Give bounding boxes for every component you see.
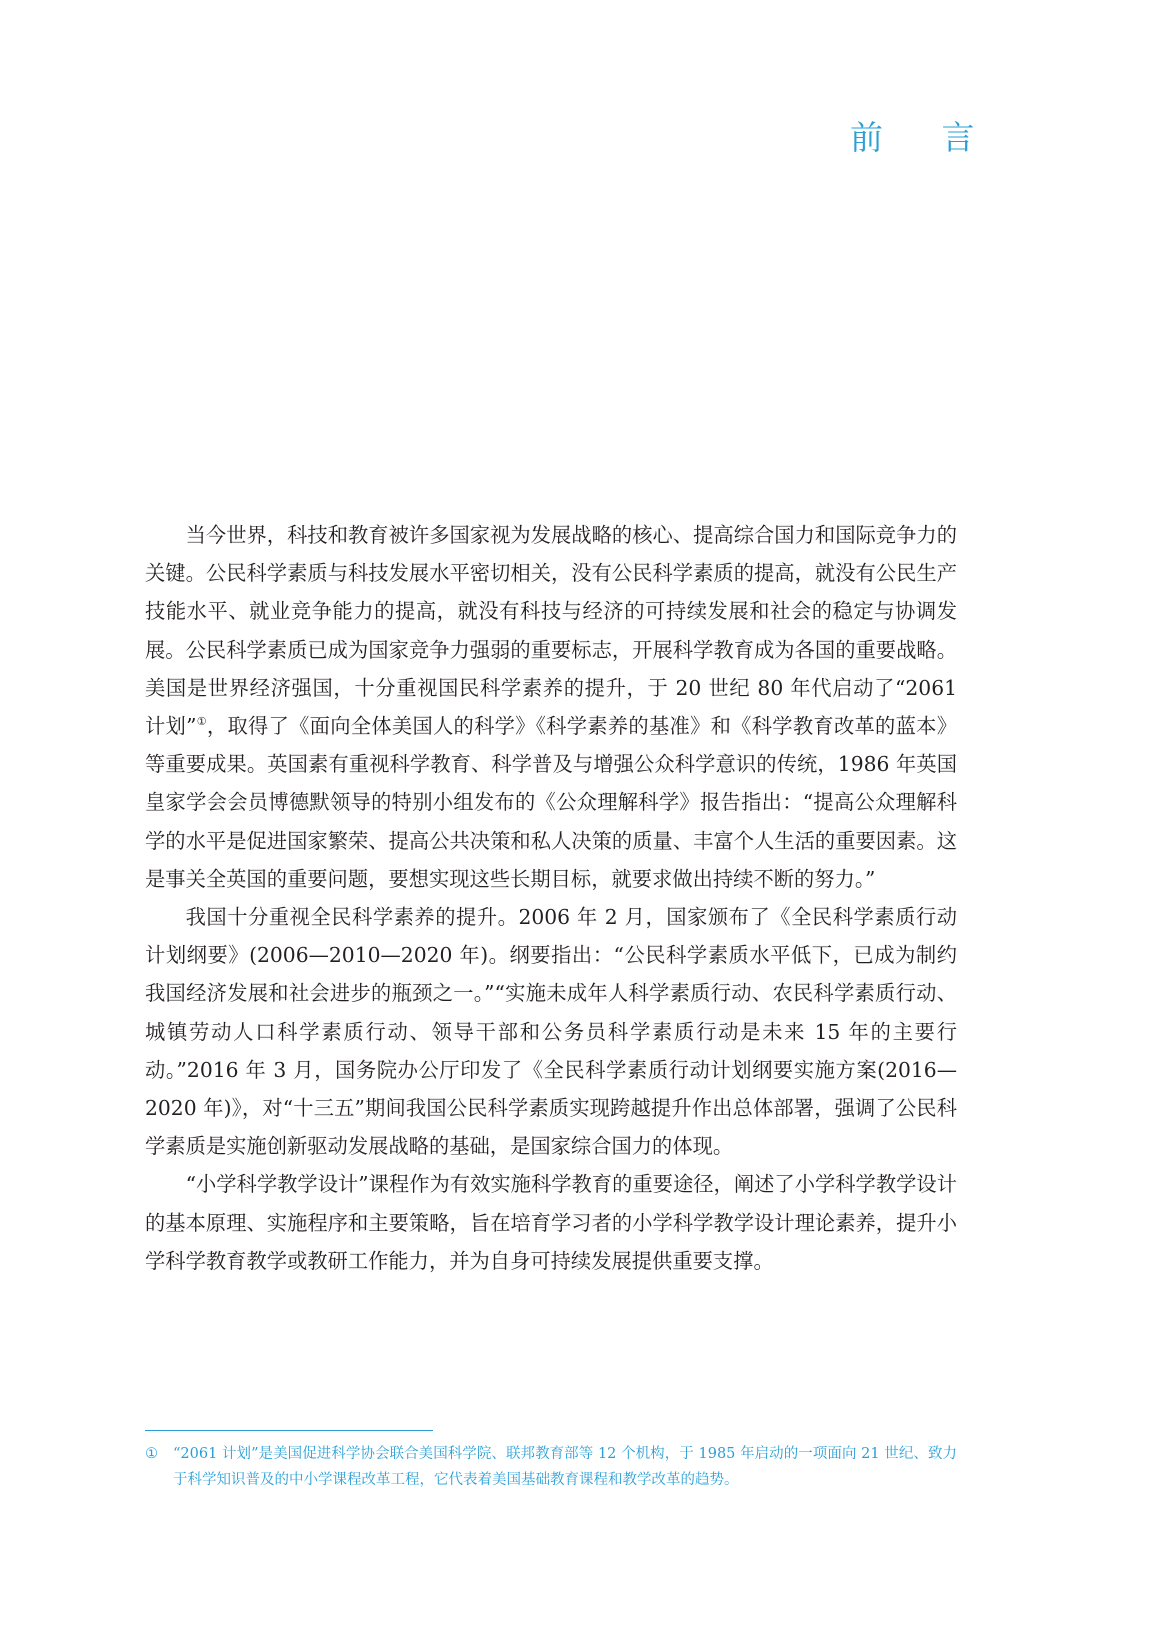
paragraph-1 [145, 516, 957, 898]
footnote [145, 1442, 957, 1493]
main-text [145, 516, 957, 1280]
footnote-divider [145, 1430, 433, 1431]
footnote-reference[interactable]: ① [196, 715, 207, 729]
page-title: 前 言 [850, 118, 999, 157]
paragraph-1-part-b: ，取得了《面向全体美国人的科学》《科学素养的基准》和《科学教育改革的蓝本》等重要成果。英国素有重视科学教育、科学普及与增强公众科学意识的传统，1986 年英国皇家学会会员博德默领导的特别小组发布的《公众理解科学》报告指出：“提高公众理解科学的水平是促进国家繁荣、提高公共决策和私人决策的质量、丰富个人生活的重要因素。这是事关全英国的重要问题，要想实现这些长期目标，就要求做出持续不断的努力。” [145, 714, 957, 891]
footnote-text: “2061 计划”是美国促进科学协会联合美国科学院、联邦教育部等 12 个机构，于 1985 年启动的一项面向 21 世纪、致力于科学知识普及的中小学课程改革工程，它代表着美国基础教育课程和教学改革的趋势。 [173, 1446, 957, 1488]
paragraph-3: “小学科学教学设计”课程作为有效实施科学教育的重要途径，阐述了小学科学教学设计的基本原理、实施程序和主要策略，旨在培育学习者的小学科学教学设计理论素养，提升小学科学教育教学或教研工作能力，并为自身可持续发展提供重要支撑。 [145, 1172, 957, 1273]
paragraph-2: 我国十分重视全民科学素养的提升。2006 年 2 月，国家颁布了《全民科学素质行动计划纲要》(2006—2010—2020 年)。纲要指出：“公民科学素质水平低下，已成为制约我国经济发展和社会进步的瓶颈之一。”“实施未成年人科学素质行动、农民科学素质行动、城镇劳动人口科学素质行动、领导干部和公务员科学素质行动是未来 15 年的主要行动。”2016 年 3 月，国务院办公厅印发了《全民科学素质行动计划纲要实施方案(2016—2020 年)》，对“十三五”期间我国公民科学素质实现跨越提升作出总体部署，强调了公民科学素质是实施创新驱动发展战略的基础，是国家综合国力的体现。 [145, 905, 957, 1159]
footnote-mark: ① [145, 1446, 158, 1462]
paragraph-1-part-a: 当今世界，科技和教育被许多国家视为发展战略的核心、提高综合国力和国际竞争力的关键。公民科学素质与科技发展水平密切相关，没有公民科学素质的提高，就没有公民生产技能水平、就业竞争能力的提高，就没有科技与经济的可持续发展和社会的稳定与协调发展。公民科学素质已成为国家竞争力强弱的重要标志，开展科学教育成为各国的重要战略。美国是世界经济强国，十分重视国民科学素养的提升，于 20 世纪 80 年代启动了“2061 计划” [145, 523, 957, 739]
